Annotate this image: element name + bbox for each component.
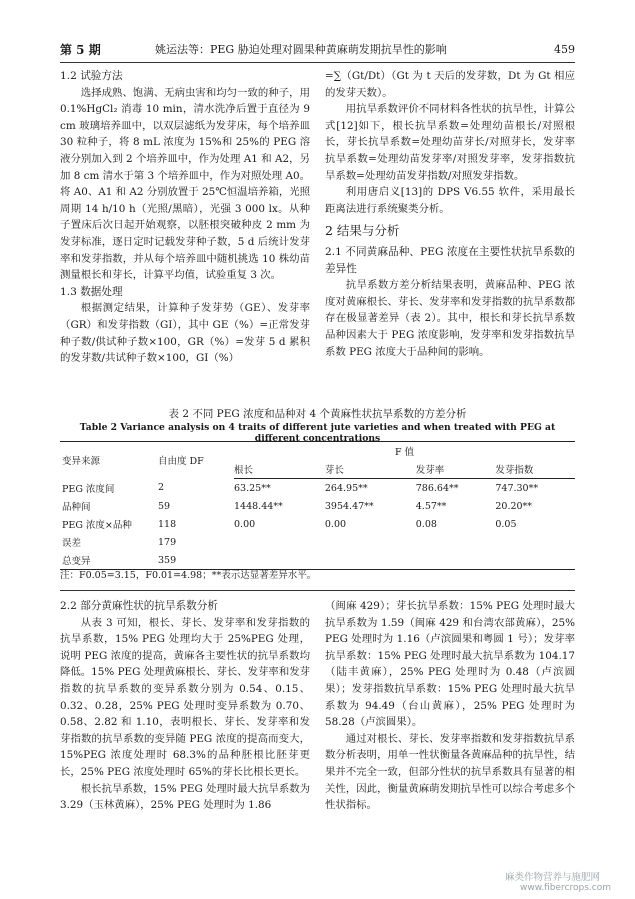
section-heading: 1.2 试验方法 bbox=[60, 70, 123, 82]
header-shoot-length: 芽长 bbox=[325, 460, 416, 479]
paragraph: 根长抗旱系数，15% PEG 处理时最大抗旱系数为 3.29（玉林黄麻），25% PEG 处理时为 1.86 bbox=[60, 782, 311, 812]
paragraph: 用抗旱系数评价不同材料各性状的抗旱性，计算公式[12]如下，根长抗旱系数=处理幼苗根长/对照根长，芽长抗旱系数=处理幼苗芽长/对照芽长，发芽率抗旱系数=处理幼苗发芽率/对照发芽率，发芽指数抗旱系数=处理幼苗发芽指数/对照发芽指数。 bbox=[325, 103, 575, 182]
header-germination-index: 发芽指数 bbox=[495, 460, 575, 479]
row-f-value: 747.30** bbox=[495, 482, 539, 494]
row-df: 179 bbox=[158, 536, 177, 548]
header-source: 变异来源 bbox=[60, 442, 158, 479]
row-df: 118 bbox=[158, 518, 177, 530]
row-f-value: 4.57** bbox=[415, 500, 447, 512]
table-row bbox=[60, 533, 575, 551]
row-f-value: 1448.44** bbox=[234, 500, 283, 512]
right-column-bottom bbox=[325, 598, 575, 814]
row-source: 总变异 bbox=[60, 551, 158, 570]
section-heading: 1.3 数据处理 bbox=[60, 285, 123, 298]
section-heading: 2.2 部分黄麻性状的抗旱系数分析 bbox=[60, 600, 218, 612]
header-f-value: F 值 bbox=[234, 442, 575, 461]
paragraph: 从表 3 可知，根长、芽长、发芽率和发芽指数的抗旱系数，15% PEG 处理均大于 25%PEG 处理，说明 PEG 浓度的提高，黄麻各主要性状的抗旱系数均降低。15% PEG 处理黄麻根长、芽长、发芽率和发芽指数的抗旱系数的变异系数分别为 0.54、0.15、0.32、0.28，25% PEG 处理时变异系数为 0.70、0.58、2.82 和 1.10，表明根长、芽长、发芽率和发芽指数的抗旱系数的变异随 PEG 浓度的提高而变大，15%PEG 浓度处理时 68.3%的品种胚根比胚芽更长，25% PEG 浓度处理时 65%的芽长比根长更长。 bbox=[60, 616, 310, 778]
table-caption-en: Table 2 Variance analysis on 4 traits of different jute varieties and when treated with PEG at different concentrations bbox=[79, 422, 556, 444]
row-f-value: 0.05 bbox=[495, 518, 517, 530]
row-source: PEG 浓度间 bbox=[62, 483, 115, 495]
running-title: 姚运法等：PEG 胁迫处理对圆果种黄麻萌发期抗旱性的影响 bbox=[155, 43, 447, 56]
page-header bbox=[60, 40, 575, 60]
row-source: 误差 bbox=[62, 538, 82, 549]
row-f-value: 20.20** bbox=[495, 500, 533, 512]
row-source: 品种间 bbox=[62, 502, 91, 513]
row-df: 2 bbox=[158, 482, 165, 494]
paragraph: （闽麻 429）；芽长抗旱系数：15% PEG 处理时最大抗旱系数为 1.59（闽麻 429 和台湾农部黄麻），25% PEG 处理时为 1.16（卢滨圆果和粤圆 1 号）；发芽率抗旱系数：15% PEG 处理时最大抗旱系数为 104.17（陆丰黄麻），25% PEG 处理时为 0.48（卢滨圆果）；发芽指数抗旱系数：15% PEG 处理时最大抗旱系数为 94.49（台山黄麻），25% PEG 处理时为 58.28（卢滨圆果）。 bbox=[325, 600, 575, 729]
row-df: 359 bbox=[158, 551, 234, 570]
row-f-value: 3954.47** bbox=[324, 500, 374, 512]
watermark-url: www.fibercrops.com bbox=[520, 883, 611, 893]
row-f-value bbox=[416, 533, 496, 551]
paragraph: 根据测定结果，计算种子发芽势（GE）、发芽率（GR）和发芽指数（GI），其中 GE（%）=正常发芽种子数/供试种子数×100，GR（%）=发芽 5 d 累积的发芽数/共试种子数×100，GI（%） bbox=[60, 302, 310, 365]
right-column-top bbox=[325, 68, 575, 360]
paragraph: 利用唐启义[13]的 DPS V6.55 软件，采用最长距离法进行系统聚类分析。 bbox=[325, 186, 575, 215]
row-f-value bbox=[495, 533, 575, 551]
header-germination-rate: 发芽率 bbox=[416, 460, 496, 479]
table-row bbox=[60, 515, 575, 533]
header-root-length: 根长 bbox=[234, 460, 325, 479]
section-heading: 2 结果与分析 bbox=[325, 223, 400, 239]
row-f-value: 0.08 bbox=[415, 518, 437, 530]
row-df: 59 bbox=[158, 500, 171, 512]
row-f-value bbox=[234, 533, 325, 551]
watermark-text: 麻类作物营养与施肥网 bbox=[505, 872, 601, 883]
left-column-bottom bbox=[60, 598, 310, 814]
paragraph: =∑（Gt/Dt）（Gt 为 t 天后的发芽数，Dt 为 Gt 相应的发芽天数）。 bbox=[325, 70, 575, 99]
paragraph: 选择成熟、饱满、无病虫害和均匀一致的种子，用 0.1%HgCl₂ 消毒 10 min，清水洗净后置于直径为 9 cm 玻璃培养皿中，以双层滤纸为发芽床，每个培养皿 30 粒种子，将 8 mL 浓度为 15%和 25%的 PEG 溶液分别加入到 2 个培养皿中，作为处理 A1 和 A2，另加 8 cm 清水于第 3 个培养皿中，作为对照处理 A0。将 A0、A1 和 A2 分别放置于 25℃恒温培养箱，光照周期 14 h/10 h（光照/黑暗），光强 3 000 lx。从种子置床后次日起开始观察，以胚根突破种皮 2 mm 为发芽标准，逐日定时记载发芽种子数，5 d 后统计发芽率和发芽指数，并从每个培养皿中随机挑选 10 株幼苗测量根长和芽长，计算平均值，试验重复 3 次。 bbox=[60, 86, 310, 282]
table-note: 注：F0.05=3.15，F0.01=4.98；**表示达显著差异水平。 bbox=[60, 570, 317, 581]
paragraph: 抗旱系数方差分析结果表明，黄麻品种、PEG 浓度对黄麻根长、芽长、发芽率和发芽指数的抗旱系数都存在极显著差异（表 2）。其中，根长和芽长抗旱系数品种因素大于 PEG 浓度影响，发芽率和发芽指数抗旱系数 PEG 浓度大于品种间的影响。 bbox=[325, 279, 575, 358]
row-f-value: 786.64** bbox=[415, 482, 459, 494]
table-row bbox=[60, 479, 575, 498]
paragraph: 通过对根长、芽长、发芽率指数和发芽指数抗旱系数分析表明，用单一性状衡量各黄麻品种的抗旱性，结果并不完全一致，但部分性状的抗旱系数具有显著的相关性，因此，衡量黄麻萌发期抗旱性可以综合考虑多个性状指标。 bbox=[325, 732, 575, 812]
row-f-value bbox=[325, 533, 416, 551]
row-f-value: 264.95** bbox=[324, 482, 368, 494]
issue-number: 第 5 期 bbox=[60, 43, 101, 57]
row-source: PEG 浓度×品种 bbox=[62, 520, 132, 531]
section-heading: 2.1 不同黄麻品种、PEG 浓度在主要性状抗旱系数的差异性 bbox=[325, 245, 575, 275]
header-rule bbox=[60, 62, 575, 63]
table-bottom-rule bbox=[60, 590, 575, 591]
variance-table bbox=[60, 441, 575, 570]
table-caption-cn: 表 2 不同 PEG 浓度和品种对 4 个黄麻性状抗旱系数的方差分析 bbox=[168, 408, 467, 420]
page-number: 459 bbox=[554, 43, 575, 56]
table-row bbox=[60, 497, 575, 515]
row-f-value: 0.00 bbox=[234, 518, 256, 530]
left-column-top bbox=[60, 68, 310, 367]
row-f-value: 0.00 bbox=[324, 518, 347, 530]
header-df: 自由度 DF bbox=[158, 442, 234, 479]
row-f-value: 63.25** bbox=[234, 482, 271, 494]
